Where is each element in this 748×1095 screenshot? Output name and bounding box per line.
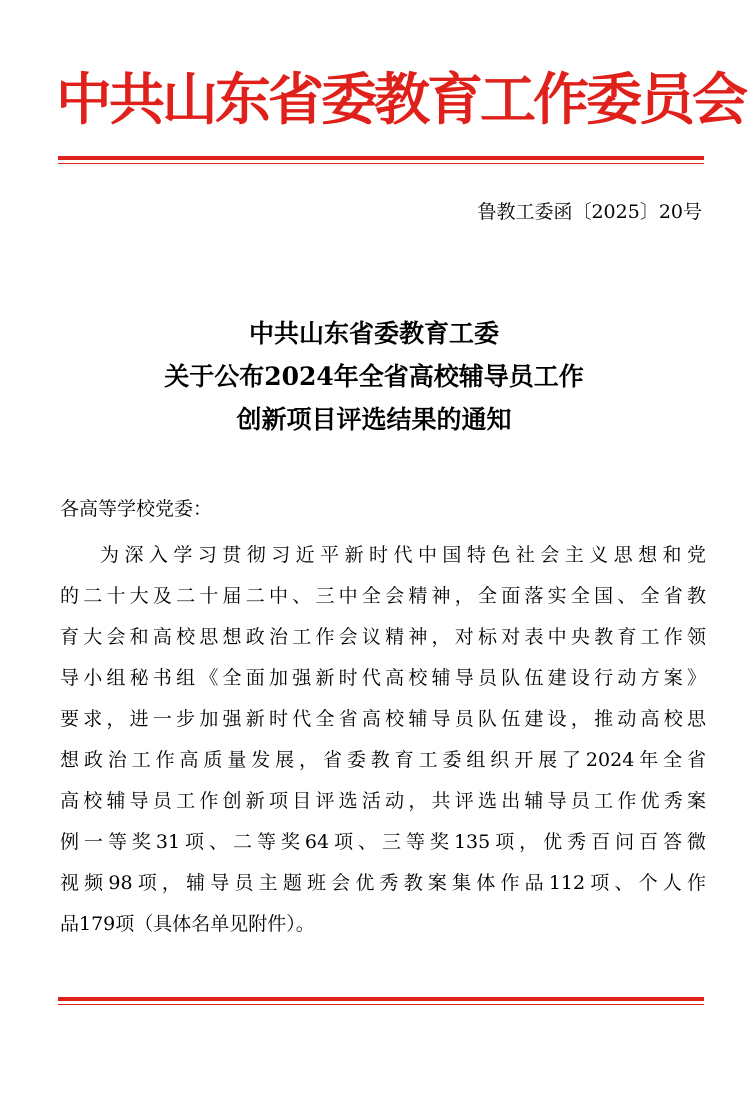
body-line: 品179项（具体名单见附件）。 <box>60 913 315 935</box>
footer-divider <box>58 997 704 1005</box>
body-line: 视频98项，辅导员主题班会优秀教案集体作品112项、个人作 <box>60 872 706 894</box>
body-line: 例一等奖31项、二等奖64项、三等奖135项，优秀百问百答微 <box>60 831 706 853</box>
title-line: 创新项目评选结果的通知 <box>236 405 512 434</box>
body-line: 高校辅导员工作创新项目评选活动，共评选出辅导员工作优秀案 <box>60 790 706 812</box>
body-line: 的二十大及二十届二中、三中全会精神，全面落实全国、全省教 <box>60 585 706 607</box>
body-line: 育大会和高校思想政治工作会议精神，对标对表中央教育工作领 <box>60 626 706 648</box>
notice-title <box>40 312 708 441</box>
body-line: 导小组秘书组《全面加强新时代高校辅导员队伍建设行动方案》 <box>60 667 706 689</box>
salutation: 各高等学校党委： <box>60 498 213 520</box>
title-line: 关于公布2024年全省高校辅导员工作 <box>164 362 584 391</box>
header-divider <box>58 156 704 164</box>
title-line: 中共山东省委教育工委 <box>248 319 499 348</box>
document-number: 鲁教工委函〔2025〕20号 <box>477 201 702 223</box>
masthead-title: 中共山东省委教育工作委员会 <box>56 67 745 133</box>
body-line: 想政治工作高质量发展，省委教育工委组织开展了2024年全省 <box>60 749 706 771</box>
body-line: 要求，进一步加强新时代全省高校辅导员队伍建设，推动高校思 <box>60 708 706 730</box>
body-line: 为深入学习贯彻习近平新时代中国特色社会主义思想和党 <box>100 544 706 566</box>
